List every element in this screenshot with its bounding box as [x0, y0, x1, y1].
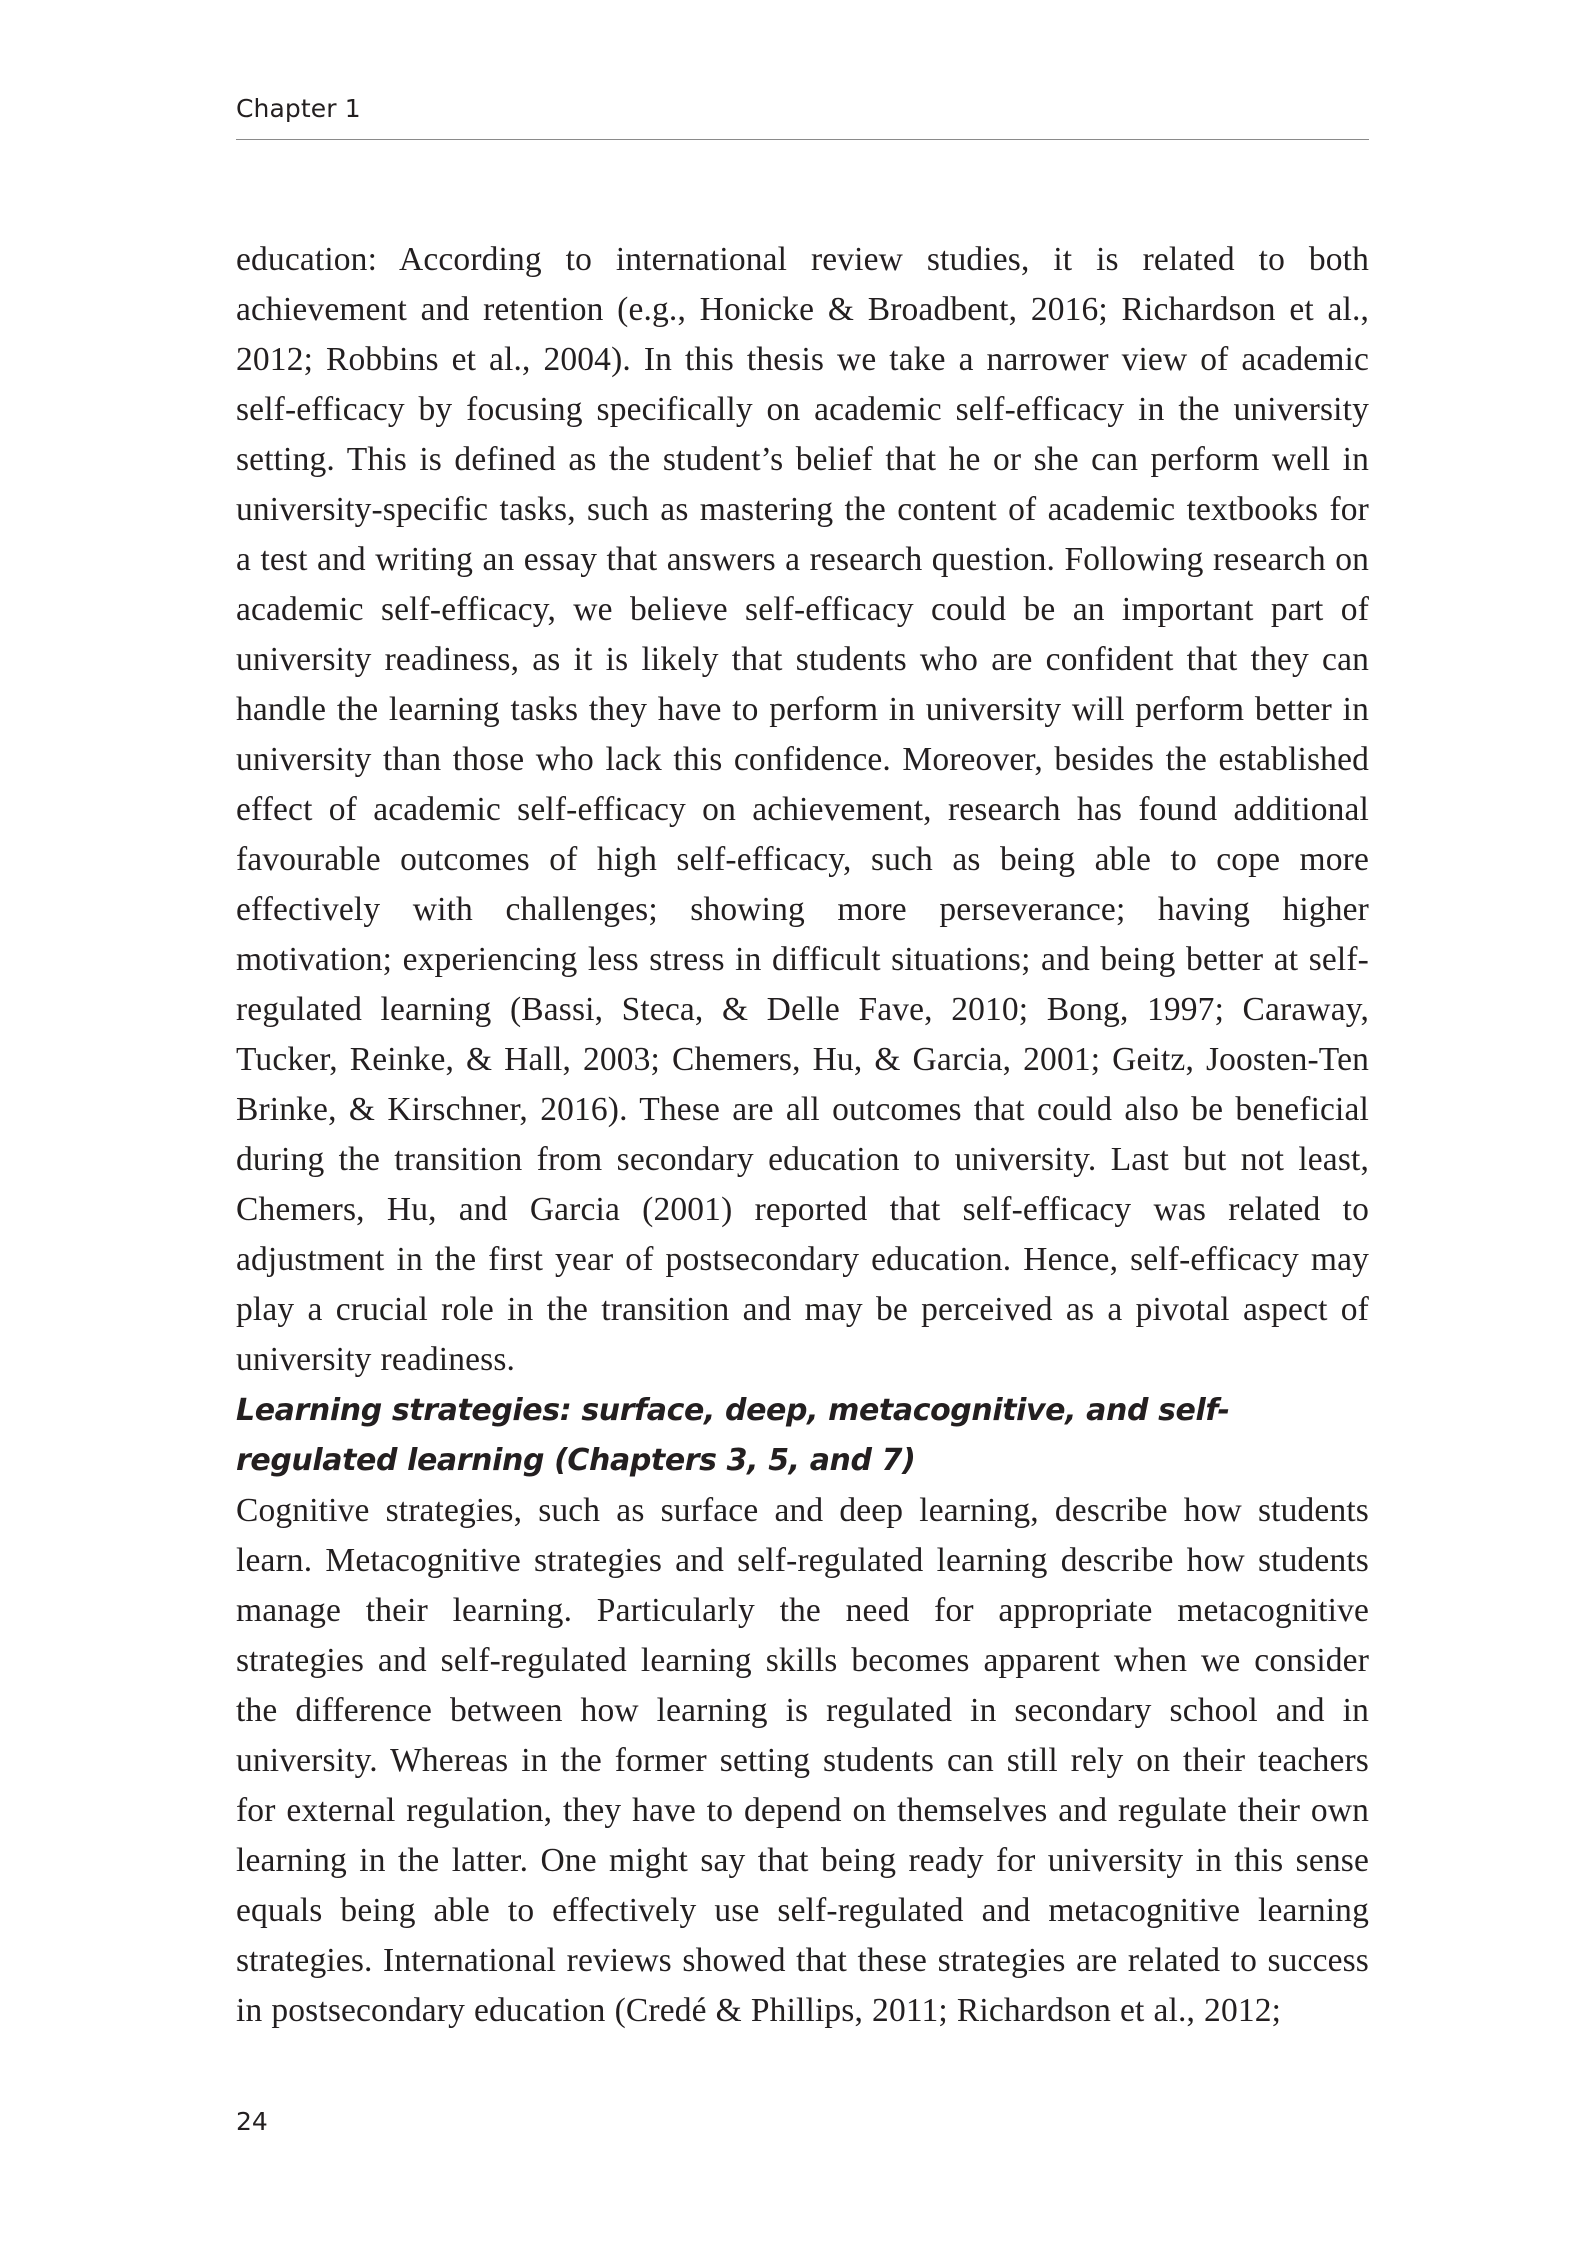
page-number: 24	[236, 2107, 268, 2136]
running-head: Chapter 1	[236, 94, 361, 123]
section-heading: Learning strategies: surface, deep, metacognitive, and self-regulated learning (Chapters 3, 5, and 7)	[236, 1393, 1230, 1478]
header-rule	[236, 139, 1369, 140]
body-paragraph: education: According to international review studies, it is related to both achievement and retention (e.g., Honicke & Broadbent, 2016; Richardson et al., 2012; Robbins et al., 2004). In this thesis we take a narrower view of academic self-efficacy by focusing specifically on academic self-efficacy in the university setting. This is defined as the student’s belief that he or she can perform well in university-specific tasks, such as mastering the content of academic textbooks for a test and writing an essay that answers a research question. Following research on academic self-efficacy, we believe self-efficacy could be an important part of university readiness, as it is likely that students who are confident that they can handle the learning tasks they have to perform in university will perform better in university than those who lack this confidence. Moreover, besides the established effect of academic self-efficacy on achievement, research has found additional favourable outcomes of high self-efficacy, such as being able to cope more effectively with challenges; showing more perseverance; having higher motivation; experiencing less stress in difficult situations; and being better at self-regulated learning (Bassi, Steca, & Delle Fave, 2010; Bong, 1997; Caraway, Tucker, Reinke, & Hall, 2003; Chemers, Hu, & Garcia, 2001; Geitz, Joosten-Ten Brinke, & Kirschner, 2016). These are all outcomes that could also be beneficial during the transition from secondary education to university. Last but not least, Chemers, Hu, and Garcia (2001) reported that self-efficacy was related to adjustment in the first year of postsecondary education. Hence, self-efficacy may play a crucial role in the transition and may be perceived as a pivotal aspect of university readiness.	[236, 241, 1369, 1378]
body-paragraph: Cognitive strategies, such as surface and deep learning, describe how students learn. Metacognitive strategies and self-regulated learning describe how students manage their learning. Particularly the need for appropriate metacognitive strategies and self-regulated learning skills becomes apparent when we consider the difference between how learning is regulated in secondary school and in university. Whereas in the former setting students can still rely on their teachers for external regulation, they have to depend on themselves and regulate their own learning in the latter. One might say that being ready for university in this sense equals being able to effectively use self-regulated and metacognitive learning strategies. International reviews showed that these strategies are related to success in postsecondary education (Credé & Phillips, 2011; Richardson et al., 2012;	[236, 1492, 1369, 2029]
